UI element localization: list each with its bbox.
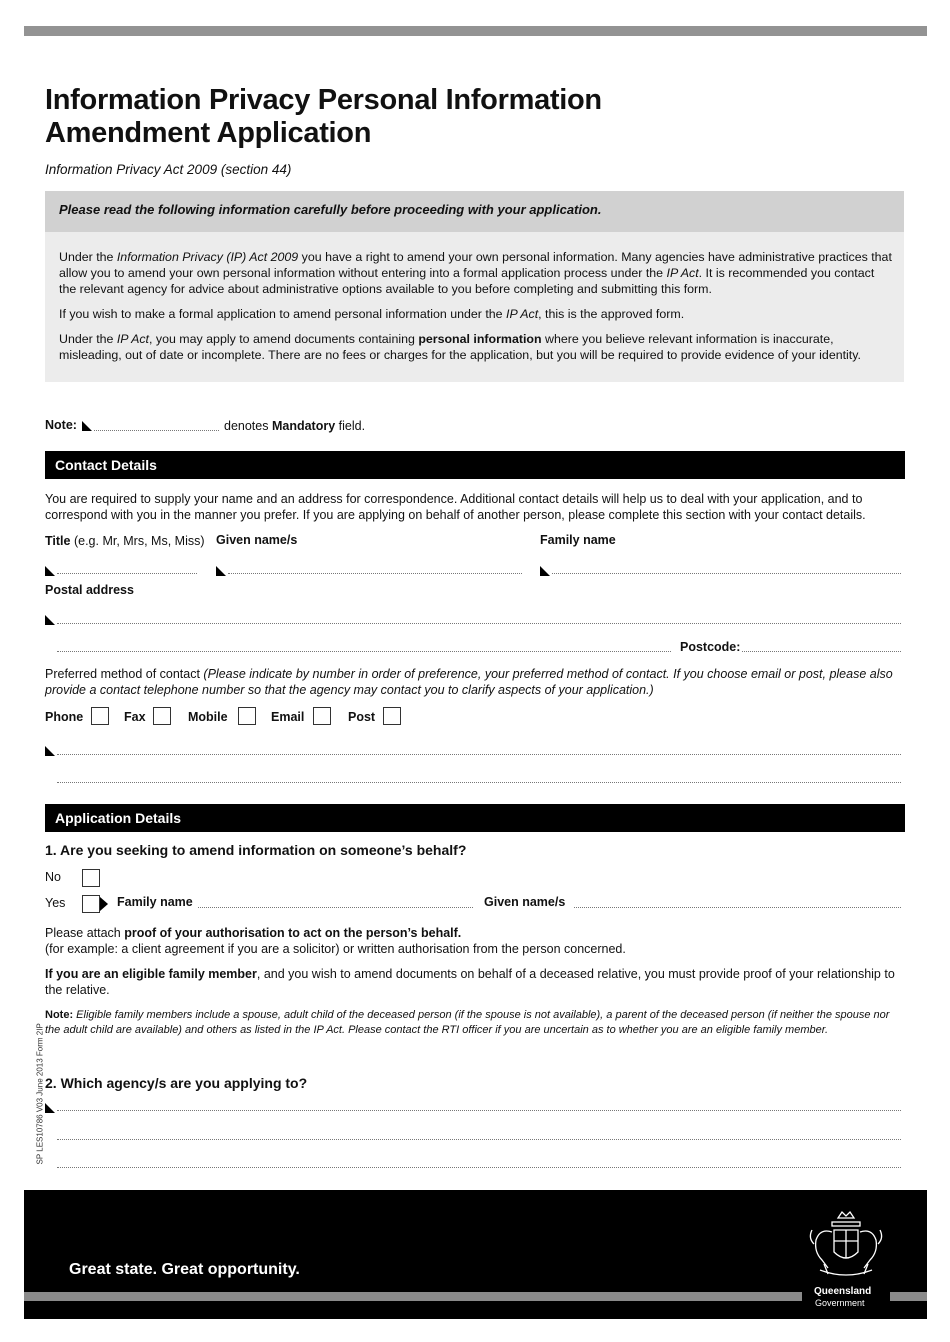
application-details-header [45,804,905,832]
logo-government-text: Government [815,1298,865,1308]
footer-slogan: Great state. Great opportunity. [69,1261,300,1278]
note-label: Note: [45,418,77,432]
top-grey-bar [24,26,927,36]
method-fax-label: Fax [124,710,146,724]
method-mobile-label: Mobile [188,710,228,724]
logo-queensland-text: Queensland [814,1286,872,1297]
info-paragraph-2: If you wish to make a formal application to amend personal information under the IP Act, this is the approved form. [59,307,685,321]
contact-details-title: Contact Details [55,457,157,473]
method-phone-box[interactable] [91,707,109,725]
contact-number-line-2[interactable] [57,782,901,783]
page-subtitle: Information Privacy Act 2009 (section 44) [45,162,292,177]
note-dotted-line [94,430,219,431]
footer [24,1190,927,1319]
agency-line-1[interactable] [57,1110,901,1111]
contact-intro: You are required to supply your name and an address for correspondence. Additional contact details will help us to deal with your application, and to correspond with you in the manner you prefer. If you are applying on behalf of another person, please complete this section with your contact details. [45,492,866,522]
postal-address-line-1[interactable] [57,623,901,624]
application-details-title: Application Details [55,810,182,826]
title-line-1: Information Privacy Personal Information [45,84,602,116]
method-email-label: Email [271,710,305,724]
postal-arrow-icon [45,615,55,625]
method-mobile-box[interactable] [238,707,256,725]
method-phone-label: Phone [45,710,84,724]
page-title [45,84,745,150]
yes-checkbox[interactable] [82,895,100,913]
mandatory-arrow-icon [82,421,92,431]
yes-arrow-icon [100,897,108,911]
postal-address-line-2[interactable] [57,651,671,652]
method-post-box[interactable] [383,707,401,725]
method-fax-box[interactable] [153,707,171,725]
preferred-contact-text: Preferred method of contact (Please indicate by number in order of preference, your preferred method of contact. If you choose email or post, please also provide a contact telephone number so that the agency may contact you to clarify aspects of your application.) [45,667,893,697]
eligible-family-text: If you are an eligible family member, and you wish to amend documents on behalf of a deceased relative, you must provide proof of your relationship to the relative. [45,967,895,997]
form-code: SP LES10786 V03 June 2013 Form 2IP [35,1023,45,1165]
attach-proof-text: Please attach proof of your authorisation to act on the person’s behalf. (for example: a client agreement if you are a solicitor) or written authorisation from the person concerned. [45,926,626,956]
method-post-label: Post [348,710,376,724]
postcode-input[interactable] [742,651,901,652]
queensland-crest-icon [802,1208,890,1284]
no-checkbox[interactable] [82,869,100,887]
agency-line-2[interactable] [57,1139,901,1140]
behalf-given-name-input[interactable] [574,907,901,908]
given-name-arrow-icon [216,566,226,576]
given-name-input[interactable] [228,573,522,574]
family-name-label: Family name [540,533,616,547]
note-text: denotes Mandatory field. [224,419,366,433]
question-2: 2. Which agency/s are you applying to? [45,1075,308,1091]
family-name-arrow-icon [540,566,550,576]
info-heading: Please read the following information carefully before proceeding with your application. [59,202,602,217]
info-heading-box [45,191,904,232]
info-body-box [45,232,904,382]
method-email-box[interactable] [313,707,331,725]
title-arrow-icon [45,566,55,576]
no-label: No [45,870,61,884]
info-paragraph-1: Under the Information Privacy (IP) Act 2009 you have a right to amend your own personal information. Many agencies have administrative practices that allow you to amend your own personal information without entering into a formal application process under the IP Act. It is recommended you contact the relevant agency for advice about administrative options available to you before completing and submitting this form. [59,250,892,296]
title-input[interactable] [57,573,197,574]
family-name-input[interactable] [552,573,901,574]
given-name-label: Given name/s [216,533,298,547]
behalf-family-name-input[interactable] [198,907,473,908]
eligible-family-note: Note: Eligible family members include a spouse, adult child of the deceased person (if the spouse is not available), a parent of the deceased person (if neither the spouse nor the adult child are available) and others as listed in the IP Act. Please contact the RTI officer if you are uncertain as to whether you are an eligible family member. [45,1009,890,1036]
question-1: 1. Are you seeking to amend information on someone’s behalf? [45,842,467,858]
behalf-given-name-label: Given name/s [484,895,566,909]
yes-label: Yes [45,896,66,910]
queensland-government-logo [802,1208,890,1308]
info-paragraph-3: Under the IP Act, you may apply to amend documents containing personal information where you believe relevant information is inaccurate, misleading, out of date or incomplete. There are no fees or charges for the application, but you will be required to provide evidence of your identity. [59,332,861,362]
postal-address-label: Postal address [45,583,134,597]
behalf-family-name-label: Family name [117,895,193,909]
title-line-2: Amendment Application [45,117,372,149]
agency-arrow-icon [45,1103,55,1113]
footer-grey-bar [24,1292,927,1301]
postcode-label: Postcode: [680,640,741,654]
agency-line-3[interactable] [57,1167,901,1168]
contact-details-header [45,451,905,479]
contact-number-arrow-icon [45,746,55,756]
contact-number-line-1[interactable] [57,754,901,755]
title-field-label: Title (e.g. Mr, Mrs, Ms, Miss) [45,534,205,548]
